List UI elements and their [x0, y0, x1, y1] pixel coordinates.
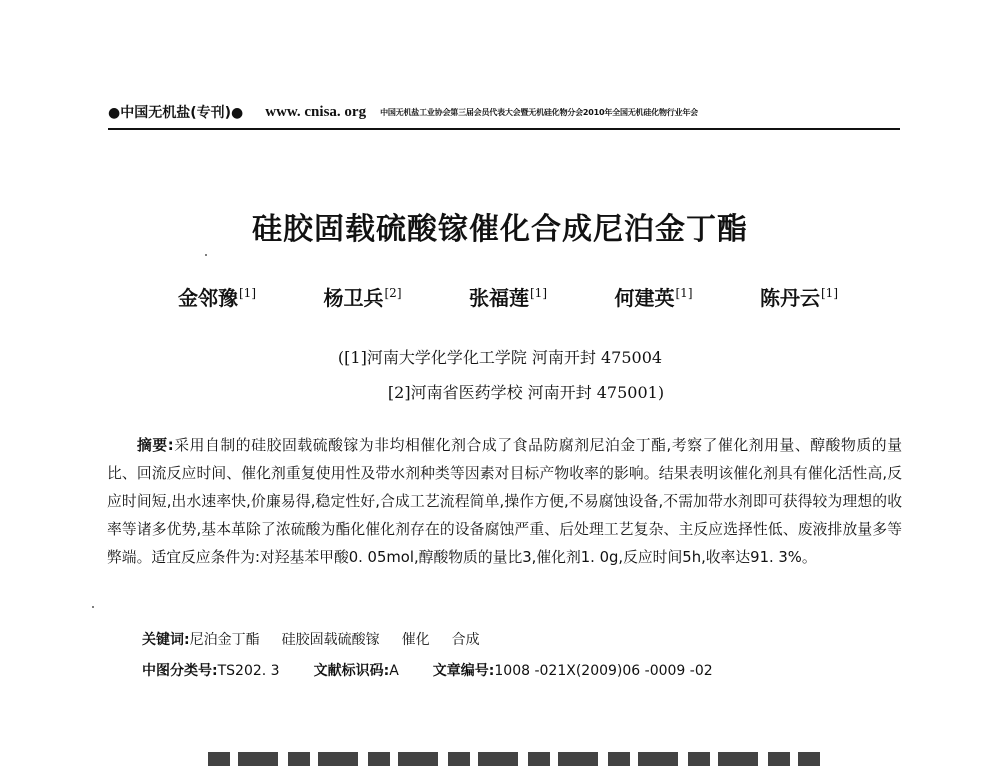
author-ref: [1]	[239, 286, 256, 300]
clc-value: TS202. 3	[217, 663, 280, 679]
article-no-label: 文章编号:	[432, 663, 495, 679]
clc-label: 中图分类号:	[142, 663, 218, 679]
keyword: 硅胶固载硫酸镓	[281, 632, 380, 648]
journal-header	[108, 101, 900, 123]
author: 金邻豫[1]	[178, 286, 256, 310]
doc-code-label: 文献标识码:	[313, 663, 390, 679]
author: 杨卫兵[2]	[323, 286, 402, 310]
keywords	[142, 629, 480, 649]
journal-website: www. cnisa. org	[265, 103, 367, 120]
keyword: 尼泊金丁酯	[189, 632, 260, 648]
keywords-label: 关键词:	[142, 632, 190, 648]
author: 陈丹云[1]	[760, 286, 838, 310]
classification-line	[142, 660, 713, 680]
author-ref: [1]	[530, 286, 547, 300]
keyword: 合成	[451, 632, 480, 648]
header-rule	[108, 128, 900, 130]
article-no-value: 1008 -021X(2009)06 -0009 -02	[494, 663, 713, 679]
scan-speck	[92, 606, 94, 608]
affiliation: [2]河南省医药学校 河南开封 475001)	[387, 383, 665, 402]
journal-name: ●中国无机盐(专刊)●	[108, 105, 244, 121]
author-ref: [2]	[384, 286, 402, 300]
author: 张福莲[1]	[469, 286, 547, 310]
author-list	[178, 282, 838, 311]
keyword: 催化	[401, 632, 430, 648]
scan-speck	[205, 254, 207, 256]
conference-name: 中国无机盐工业协会第三届会员代表大会暨无机硅化物分会2010年全国无机硅化物行业年会	[380, 107, 698, 117]
paper-title: 硅胶固载硫酸镓催化合成尼泊金丁酯	[252, 212, 748, 247]
abstract-label: 摘要:	[137, 437, 174, 454]
doc-code-value: A	[389, 663, 399, 679]
author-ref: [1]	[821, 286, 838, 300]
author-ref: [1]	[675, 286, 693, 300]
affiliation: ([1]河南大学化学化工学院 河南开封 475004	[337, 348, 663, 367]
author: 何建英[1]	[614, 286, 693, 310]
abstract	[107, 432, 902, 572]
abstract-text: 采用自制的硅胶固载硫酸镓为非均相催化剂合成了食品防腐剂尼泊金丁酯,考察了催化剂用量、醇酸物质的量比、回流反应时间、催化剂重复使用性及带水剂种类等因素对目标产物收率的影响。结果表明该催化剂具有催化活性高,反应时间短,出水速率快,价廉易得,稳定性好,合成工艺流程简单,操作方便,不易腐蚀设备,不需加带水剂即可获得较为理想的收率等诸多优势,基本革除了浓硫酸为酯化催化剂存在的设备腐蚀严重、后处理工艺复杂、主反应选择性低、废液排放量多等弊端。适宜反应条件为:对羟基苯甲酸0. 05mol,醇酸物质的量比3,催化剂1. 0g,反应时间5h,收率达91. 3%。	[107, 437, 902, 566]
cut-off-text-line	[208, 752, 820, 766]
